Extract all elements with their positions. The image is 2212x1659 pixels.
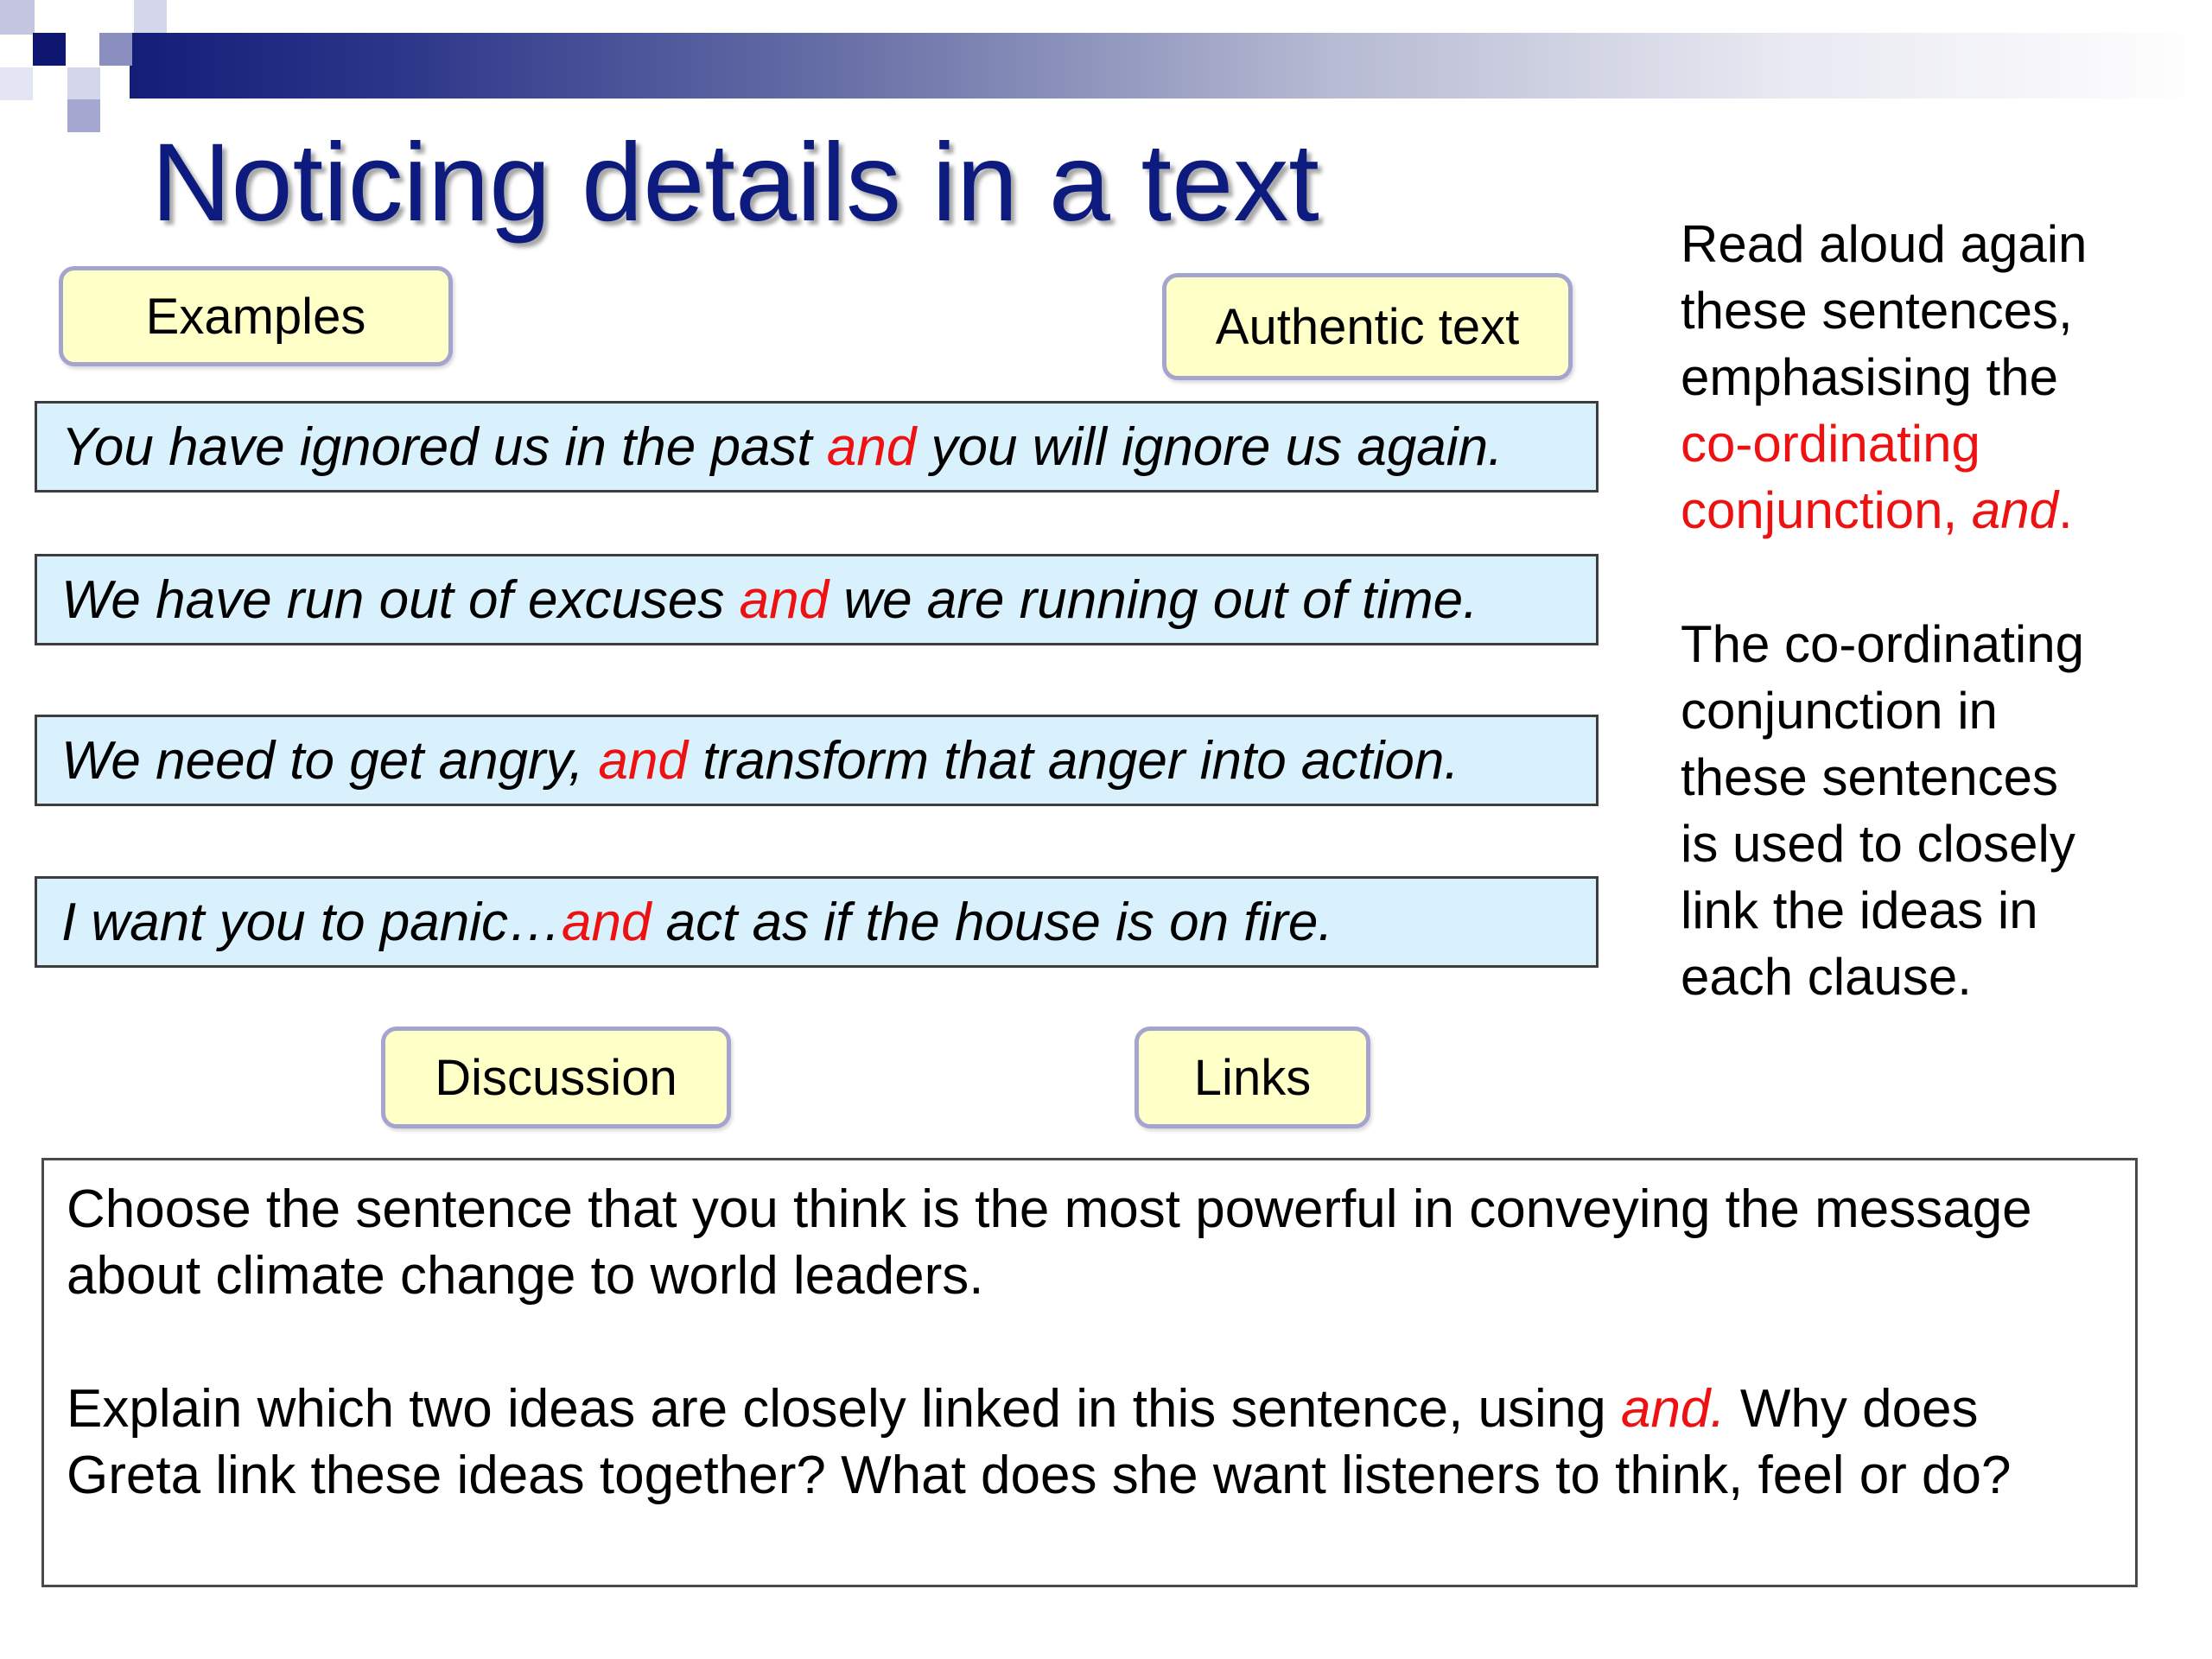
question-paragraph-1: Choose the sentence that you think is the most powerful in conveying the message about climate change to world leaders. bbox=[67, 1179, 2032, 1306]
side-note-line: these sentences bbox=[1681, 748, 2058, 806]
sentence-text: We have run out of excuses bbox=[61, 569, 740, 630]
conjunction-and: and bbox=[739, 569, 830, 630]
question-text: Explain which two ideas are closely linked in this sentence, using bbox=[67, 1379, 1621, 1439]
examples-button[interactable]: Examples bbox=[59, 266, 453, 366]
question-text: Why does Greta link these ideas together? What does she want listeners to think, feel or do? bbox=[67, 1379, 2012, 1505]
side-note-period: . bbox=[2058, 481, 2073, 539]
side-note-line: is used to closely bbox=[1681, 815, 2075, 873]
side-note-line: Read aloud again bbox=[1681, 215, 2088, 273]
side-note-text: conjunction, bbox=[1681, 481, 1972, 539]
authentic-text-button[interactable]: Authentic text bbox=[1162, 273, 1573, 380]
side-note-instruction bbox=[1681, 211, 2190, 543]
conjunction-and: and bbox=[826, 416, 917, 477]
sentence-text: I want you to panic… bbox=[61, 892, 562, 952]
sentence-text: transform that anger into action. bbox=[688, 730, 1459, 791]
side-note-line: emphasising the bbox=[1681, 348, 2058, 406]
conjunction-and: and bbox=[598, 730, 688, 791]
question-paragraph-2 bbox=[67, 1376, 2114, 1509]
discussion-button[interactable]: Discussion bbox=[381, 1027, 731, 1128]
side-note-line: these sentences, bbox=[1681, 282, 2073, 340]
side-note-line: each clause. bbox=[1681, 948, 1972, 1006]
side-note-line: The co-ordinating bbox=[1681, 615, 2084, 673]
links-button[interactable]: Links bbox=[1135, 1027, 1370, 1128]
discussion-question-box bbox=[41, 1158, 2138, 1587]
sentence-text: act as if the house is on fire. bbox=[651, 892, 1333, 952]
sentence-text: we are running out of time. bbox=[829, 569, 1478, 630]
sentence-text: you will ignore us again. bbox=[916, 416, 1503, 477]
header-gradient-bar bbox=[130, 33, 2212, 99]
side-note-and: and bbox=[1971, 481, 2058, 539]
side-note-line-red: co-ordinating bbox=[1681, 415, 1980, 473]
side-note-line: link the ideas in bbox=[1681, 881, 2038, 939]
side-note-explanation bbox=[1681, 611, 2190, 1010]
example-sentence-2 bbox=[35, 554, 1599, 645]
side-note-line-red bbox=[1681, 477, 2190, 543]
question-and: and. bbox=[1620, 1379, 1726, 1439]
example-sentence-3 bbox=[35, 715, 1599, 806]
slide-title: Noticing details in a text bbox=[151, 121, 1319, 245]
example-sentence-1 bbox=[35, 401, 1599, 493]
sentence-text: We need to get angry, bbox=[61, 730, 599, 791]
conjunction-and: and bbox=[561, 892, 652, 952]
example-sentence-4 bbox=[35, 876, 1599, 968]
side-note-line: conjunction in bbox=[1681, 682, 1998, 740]
sentence-text: You have ignored us in the past bbox=[61, 416, 827, 477]
